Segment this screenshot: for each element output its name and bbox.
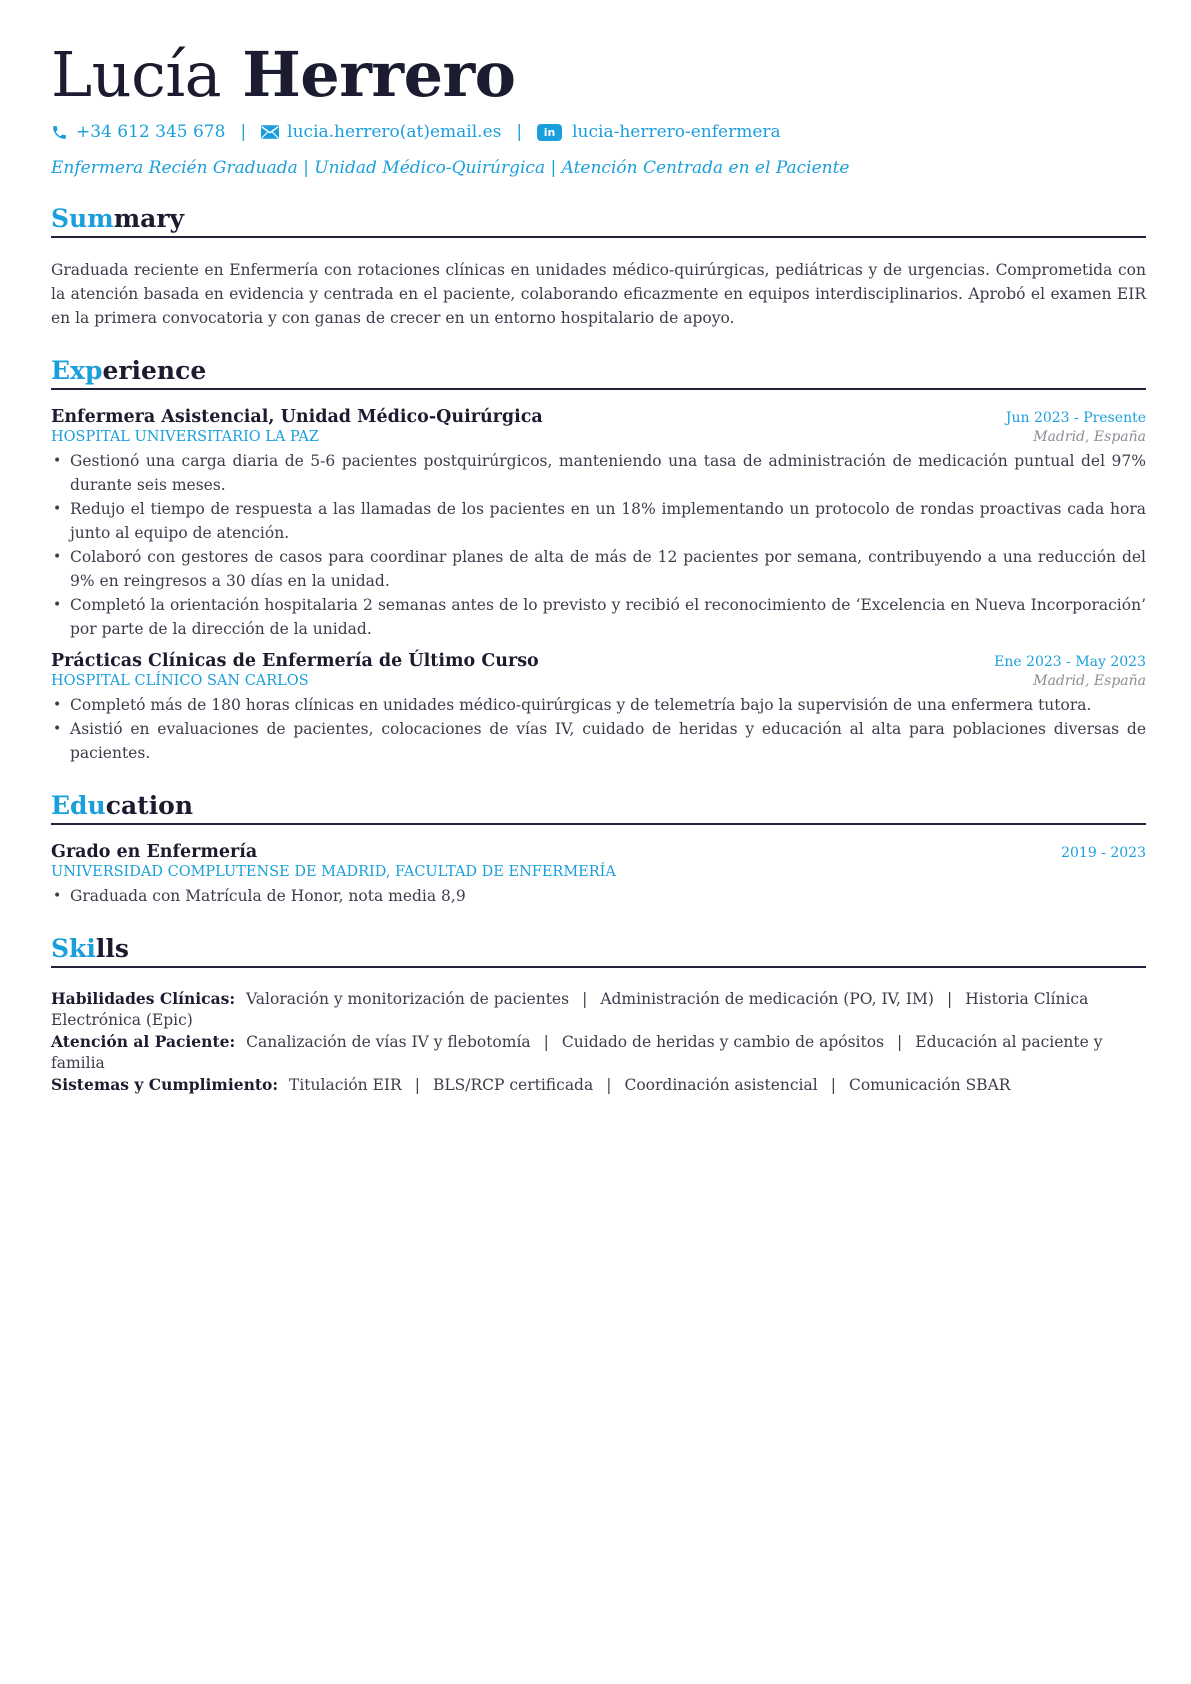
envelope-icon <box>261 125 279 139</box>
first-name: Lucía <box>51 38 222 111</box>
skill-item: Coordinación asistencial <box>624 1076 818 1094</box>
contact-email[interactable] <box>261 122 501 142</box>
skill-separator: | <box>543 1033 549 1051</box>
section-title-rest: mary <box>113 204 185 233</box>
contact-separator: | <box>516 122 523 142</box>
section-title-accent: Ski <box>51 934 96 963</box>
degree-title: Grado en Enfermería <box>51 842 258 862</box>
job-bullets <box>51 449 1146 641</box>
section-title-skills <box>51 934 1146 968</box>
skill-separator: | <box>830 1076 836 1094</box>
summary-text: Graduada reciente en Enfermería con rotaciones clínicas en unidades médico-quirúrgicas, pediátricas y de urgencias. Comprometida con la atención basada en evidencia y centrada en el paciente, colaborando eficazmente en equipos interdisciplinarios. Aprobó el examen EIR en la primera convocatoria y con ganas de crecer en un entorno hospitalario de apoyo. <box>51 261 1146 327</box>
skill-row <box>51 1074 1146 1096</box>
skill-item: Comunicación SBAR <box>848 1076 1011 1094</box>
skill-row <box>51 1031 1146 1074</box>
last-name: Herrero <box>242 38 516 111</box>
bullet-item: • Redujo el tiempo de respuesta a las llamadas de los pacientes en un 18% implementando un protocolo de rondas proactivas cada hora junto al equipo de atención. <box>51 497 1146 545</box>
skill-item: Valoración y monitorización de pacientes <box>246 990 570 1008</box>
section-title-accent: Exp <box>51 356 103 385</box>
phone-text: +34 612 345 678 <box>76 122 226 142</box>
tagline: Enfermera Recién Graduada | Unidad Médico-Quirúrgica | Atención Centrada en el Paciente <box>51 158 850 178</box>
education-entry <box>51 842 1146 908</box>
skill-item: Titulación EIR <box>289 1076 402 1094</box>
skills-list <box>51 988 1146 1096</box>
skill-separator: | <box>582 990 588 1008</box>
skill-row <box>51 988 1146 1031</box>
education-bullets <box>51 884 1146 908</box>
job-location: Madrid, España <box>1033 673 1146 689</box>
bullet-item: • Asistió en evaluaciones de pacientes, colocaciones de vías IV, cuidado de heridas y educación al alta para poblaciones diversas de pacientes. <box>51 717 1146 765</box>
contact-bar <box>51 120 1146 144</box>
skill-item: Historia Clínica Electrónica (Epic) <box>51 990 1089 1029</box>
employer: HOSPITAL UNIVERSITARIO LA PAZ <box>51 429 319 445</box>
candidate-name <box>51 38 1146 112</box>
skill-category: Atención al Paciente: <box>51 1032 236 1051</box>
contact-separator: | <box>240 122 247 142</box>
skill-item: BLS/RCP certificada <box>432 1076 594 1094</box>
skill-category: Habilidades Clínicas: <box>51 989 236 1008</box>
contact-linkedin[interactable] <box>537 122 781 142</box>
employer: HOSPITAL CLÍNICO SAN CARLOS <box>51 673 309 689</box>
linkedin-text: lucia-herrero-enfermera <box>572 122 781 142</box>
bullet-item: • Gestionó una carga diaria de 5-6 pacientes postquirúrgicos, manteniendo una tasa de administración de medicación puntual del 97% durante seis meses. <box>51 449 1146 497</box>
education-dates: 2019 - 2023 <box>1061 845 1146 861</box>
section-title-accent: Sum <box>51 204 114 233</box>
contact-phone[interactable] <box>51 122 225 142</box>
section-title-education <box>51 791 1146 825</box>
institution: UNIVERSIDAD COMPLUTENSE DE MADRID, FACULTAD DE ENFERMERÍA <box>51 864 616 880</box>
skill-item: Cuidado de heridas y cambio de apósitos <box>561 1033 885 1051</box>
skill-separator: | <box>946 990 953 1008</box>
section-title-rest: lls <box>95 934 129 963</box>
skill-item: Administración de medicación (PO, IV, IM) <box>600 990 934 1008</box>
job-title: Enfermera Asistencial, Unidad Médico-Quirúrgica <box>51 407 543 427</box>
job-bullets <box>51 693 1146 765</box>
skill-separator: | <box>414 1076 420 1094</box>
skill-separator: | <box>897 1033 903 1051</box>
skill-category: Sistemas y Cumplimiento: <box>51 1075 279 1094</box>
skill-item: Canalización de vías IV y flebotomía <box>246 1033 531 1051</box>
skill-item: Educación al paciente y familia <box>51 1033 1103 1072</box>
job-dates: Jun 2023 - Presente <box>1005 410 1146 426</box>
section-title-rest: cation <box>105 791 194 820</box>
phone-icon <box>51 124 68 141</box>
experience-entry <box>51 651 1146 765</box>
experience-entry <box>51 407 1146 641</box>
job-title: Prácticas Clínicas de Enfermería de Último Curso <box>51 651 539 671</box>
job-dates: Ene 2023 - May 2023 <box>994 654 1146 670</box>
linkedin-icon: in <box>537 124 562 141</box>
bullet-item: • Completó más de 180 horas clínicas en unidades médico-quirúrgicas y de telemetría bajo la supervisión de una enfermera tutora. <box>51 693 1146 717</box>
email-text: lucia.herrero(at)email.es <box>287 122 502 142</box>
section-title-experience <box>51 356 1146 390</box>
job-location: Madrid, España <box>1033 429 1146 445</box>
section-title-accent: Edu <box>51 791 106 820</box>
section-title-rest: erience <box>102 356 207 385</box>
section-title-summary <box>51 204 1146 238</box>
skill-separator: | <box>606 1076 612 1094</box>
bullet-item: • Colaboró con gestores de casos para coordinar planes de alta de más de 12 pacientes por semana, contribuyendo a una reducción del 9% en reingresos a 30 días en la unidad. <box>51 545 1146 593</box>
bullet-item: • Completó la orientación hospitalaria 2 semanas antes de lo previsto y recibió el reconocimiento de ‘Excelencia en Nueva Incorporación’ por parte de la dirección de la unidad. <box>51 593 1146 641</box>
bullet-item: • Graduada con Matrícula de Honor, nota media 8,9 <box>51 884 1146 908</box>
